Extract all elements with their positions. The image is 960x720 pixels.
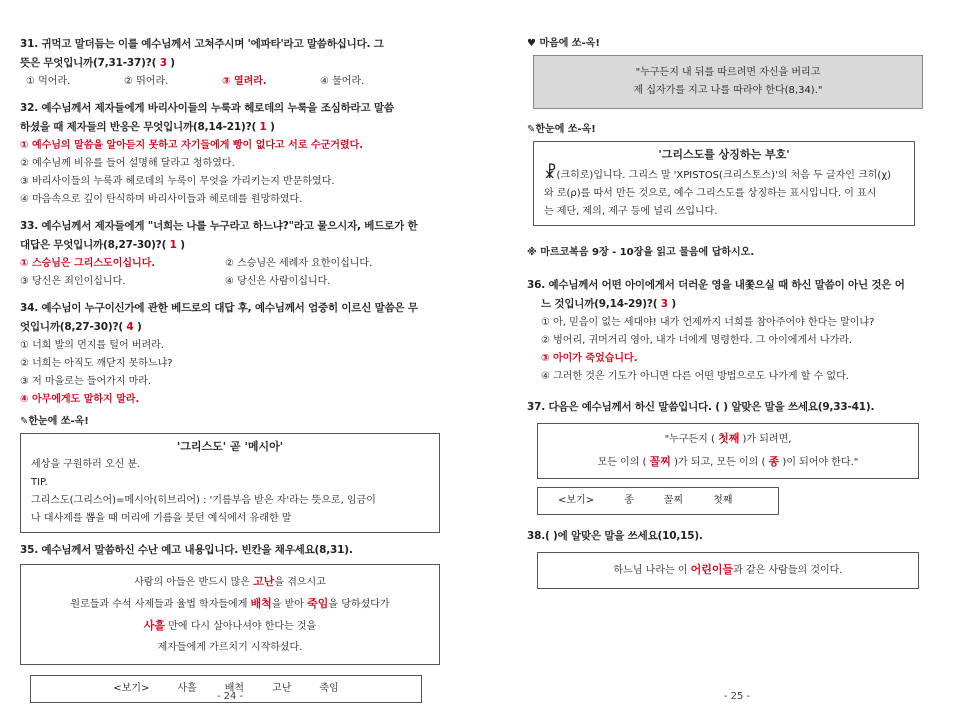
q37-blank-3: 종 <box>768 455 780 468</box>
symbol-box <box>533 141 915 226</box>
q37-text: )가 되려면, <box>739 434 792 445</box>
heart-header: ♥ 마음에 쏘-옥! <box>527 38 600 49</box>
q35-blank-4: 사흘 <box>143 619 166 632</box>
q35-passage-box <box>20 564 440 665</box>
q33-option-3: ③ 당신은 죄인이십니다. <box>20 276 126 287</box>
quote-line-1: "누구든지 내 뒤를 따르려면 자신을 버리고 <box>635 67 821 78</box>
question-31 <box>20 35 440 91</box>
q36-option-1: ① 아, 믿음이 없는 세대야! 내가 언제까지 너희를 참아주어야 한다는 말이냐? <box>541 317 875 328</box>
q34-option-4: ④ 아무에게도 말하지 말라. <box>20 394 140 405</box>
q35-text: 제자들에게 가르치기 시작하셨다. <box>157 642 303 653</box>
q33-title2: 대답은 무엇입니까(8,27-30)?( <box>20 239 167 251</box>
symbol-line-3: 는 제단, 제의, 제구 등에 널리 쓰입니다. <box>544 206 718 217</box>
q37-title: 37. 다음은 예수님께서 하신 말씀입니다. ( ) 알맞은 말을 쓰세요(9,33-41). <box>527 401 875 413</box>
q35-text: 만에 다시 살아나셔야 한다는 것을 <box>165 621 317 632</box>
q32-title: 32. 예수님께서 제자들에게 바리사이들의 누룩과 헤로데의 누룩을 조심하라고 말씀 <box>20 102 394 114</box>
q37-blank-2: 꼴찌 <box>649 455 671 468</box>
q33-answer: 1 <box>166 239 181 251</box>
q32-option-4: ④ 마음속으로 깊이 탄식하며 바리사이들과 헤로데를 원망하였다. <box>20 194 303 205</box>
q38-text: 과 같은 사람들의 것이다. <box>733 565 843 576</box>
q33-close: ) <box>180 239 185 251</box>
q35-blank-3: 죽임 <box>307 597 329 610</box>
question-35 <box>20 541 440 703</box>
q37-text: )이 되어야 한다." <box>779 457 859 468</box>
bogi-word: 고난 <box>272 683 292 694</box>
q37-text: 모든 이의 ( <box>597 457 650 468</box>
tip-header: ✎한눈에 쏘-옥! <box>20 416 89 427</box>
tip-box <box>20 433 440 533</box>
q36-answer: 3 <box>657 298 672 310</box>
q34-answer: 4 <box>122 321 137 333</box>
page-number-right: - 25 - <box>723 691 751 702</box>
q34-title: 34. 예수님이 누구이신가에 관한 베드로의 대답 후, 예수님께서 엄중히 이르신 말씀은 무 <box>20 302 418 314</box>
q33-option-4: ④ 당신은 사람이십니다. <box>225 276 331 287</box>
q35-text: 을 당하셨다가 <box>328 599 390 610</box>
q34-option-1: ① 너희 발의 먼지를 털어 버려라. <box>20 340 164 351</box>
q34-option-2: ② 너희는 아직도 깨닫지 못하느냐? <box>20 358 173 369</box>
q31-title2: 뜻은 무엇입니까(7,31-37)?( <box>20 57 157 69</box>
q38-blank: 어린이들 <box>690 563 734 576</box>
bogi-word: 첫째 <box>713 495 733 506</box>
q34-option-3: ③ 저 마을로는 들어가지 마라. <box>20 376 152 387</box>
q31-option-1: ① 먹어라. <box>26 76 71 87</box>
q31-option-2: ② 뛰어라. <box>124 76 169 87</box>
q35-text: 사람의 아들은 반드시 많은 <box>134 577 254 588</box>
q37-text: )가 되고, 모든 이의 ( <box>670 457 769 468</box>
symbol-line-2: 와 로(ρ)를 따서 만든 것으로, 예수 그리스도를 상징하는 표시입니다. 이 표시 <box>544 188 877 199</box>
q35-blank-1: 고난 <box>253 575 275 588</box>
bogi-word: 종 <box>624 495 634 506</box>
bogi-word: 꼴찌 <box>663 495 684 506</box>
instruction: ※ 마르코복음 9장 - 10장을 읽고 물음에 답하시오. <box>527 247 755 258</box>
bogi-word: 사흘 <box>177 683 197 694</box>
right-page <box>527 0 947 720</box>
q31-option-3: ③ 열려라. <box>222 76 267 87</box>
q31-options <box>20 73 440 91</box>
q37-blank-1: 첫째 <box>718 432 740 445</box>
q34-title2: 엇입니까(8,27-30)?( <box>20 321 123 333</box>
q35-text: 을 겪으시고 <box>274 577 326 588</box>
bogi-label: <보기> <box>558 495 595 506</box>
page-number-left: - 24 - <box>216 691 244 702</box>
q34-close: ) <box>136 321 142 333</box>
q32-option-1: ① 예수님의 말씀을 알아듣지 못하고 자기들에게 빵이 없다고 서로 수군거렸다. <box>20 140 364 151</box>
q38-passage-box <box>537 552 919 589</box>
bogi-label: <보기> <box>113 683 150 694</box>
quote-box <box>533 55 923 109</box>
q32-answer: 1 <box>256 121 271 133</box>
q35-text: 을 받아 <box>271 599 308 610</box>
tip-title: '그리스도' 곧 '메시아' <box>176 440 284 453</box>
q35-title: 35. 예수님께서 말씀하신 수난 예고 내용입니다. 빈칸을 채우세요(8,31). <box>20 544 353 556</box>
left-page <box>20 0 440 720</box>
q33-options <box>20 255 440 291</box>
q31-title: 31. 귀먹고 말더듬는 이를 예수님께서 고쳐주시며 '에파타'라고 말씀하십니다. 그 <box>20 38 384 50</box>
question-38 <box>527 527 947 589</box>
q31-answer: 3 <box>156 57 171 69</box>
tip-line-3: 그리스도(그리스어)=메시아(히브리어) : '기름부음 받은 자'라는 뜻으로, 임금이 <box>31 495 376 506</box>
quote-line-2: 제 십자가를 지고 나를 따라야 한다(8,34)." <box>633 85 823 96</box>
symbol-line-1: (크히로)입니다. 그리스 말 'XPISTOS(크리스토스)'의 처음 두 글자인 크히(χ) <box>556 170 892 181</box>
q37-bogi-box <box>537 487 779 515</box>
bogi-word: 죽임 <box>319 683 339 694</box>
q32-close: ) <box>270 121 275 133</box>
question-36 <box>527 276 947 386</box>
bogi-word: 배척 <box>224 683 245 694</box>
q36-close: ) <box>671 298 676 310</box>
q36-option-3: ③ 아이가 죽었습니다. <box>541 353 638 364</box>
q37-text: "누구든지 ( <box>664 434 719 445</box>
q35-blank-2: 배척 <box>250 597 272 610</box>
q37-passage-box <box>537 423 919 479</box>
q33-option-2: ② 스승님은 세례자 요한이십니다. <box>225 258 373 269</box>
chi-rho-icon: ☧ <box>544 163 557 182</box>
q36-title2: 느 것입니까(9,14-29)?( <box>541 298 658 310</box>
question-32 <box>20 99 440 209</box>
symbol-title: '그리스도를 상징하는 부호' <box>658 148 790 161</box>
q32-option-2: ② 예수님께 비유를 들어 설명해 달라고 청하였다. <box>20 158 235 169</box>
q32-title2: 하셨을 때 제자들의 반응은 무엇입니까(8,14-21)?( <box>20 121 257 133</box>
question-37 <box>527 398 947 515</box>
question-34 <box>20 299 440 409</box>
q31-close: ) <box>170 57 175 69</box>
tip-line-2: TIP. <box>31 477 48 488</box>
tip-line-1: 세상을 구원하러 오신 분. <box>31 459 141 470</box>
q37-bogi <box>548 492 768 510</box>
question-33 <box>20 217 440 291</box>
q32-option-3: ③ 바리사이들의 누룩과 헤로데의 누룩이 무엇을 가리키는지 반문하였다. <box>20 176 335 187</box>
q35-text: 원로들과 수석 사제들과 율법 학자들에게 <box>70 599 251 610</box>
q33-option-1: ① 스승님은 그리스도이십니다. <box>20 258 156 269</box>
q33-title: 33. 예수님께서 제자들에게 "너희는 나를 누구라고 하느냐?"라고 물으시자, 베드로가 한 <box>20 220 418 232</box>
q36-title: 36. 예수님께서 어떤 아이에게서 더러운 영을 내쫓으실 때 하신 말씀이 아닌 것은 어 <box>527 279 905 291</box>
q38-title: 38.( )에 알맞은 말을 쓰세요(10,15). <box>527 530 703 542</box>
tip-line-4: 나 대사제를 뽑을 때 머리에 기름을 붓던 예식에서 유래한 말 <box>31 513 292 524</box>
q31-option-4: ④ 물어라. <box>320 76 365 87</box>
tip-header-right: ✎한눈에 쏘-옥! <box>527 124 596 135</box>
q36-option-2: ② 벙어리, 귀머거리 영아, 내가 너에게 명령한다. 그 아이에게서 나가라. <box>541 335 853 346</box>
q38-text: 하느님 나라는 이 <box>613 565 691 576</box>
q36-option-4: ④ 그러한 것은 기도가 아니면 다른 어떤 방법으로도 나가게 할 수 없다. <box>541 371 849 382</box>
